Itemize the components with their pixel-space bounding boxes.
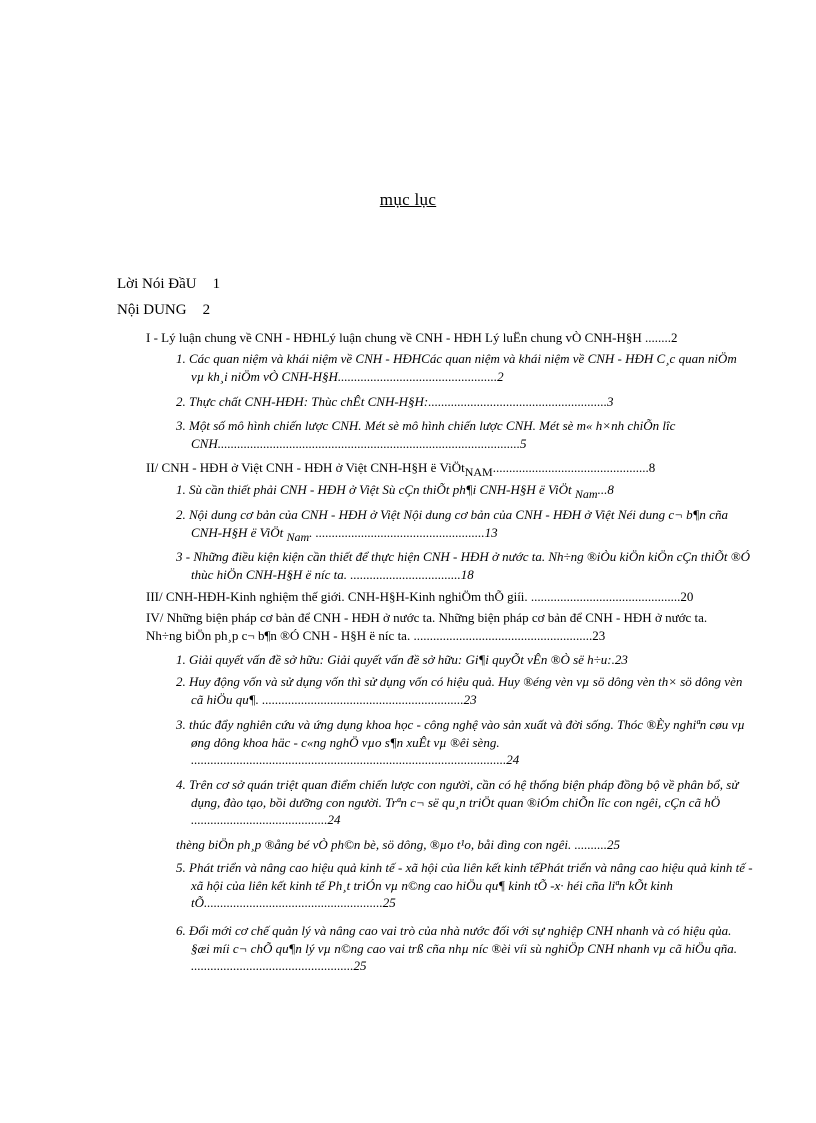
- toc-entry-page: 25: [382, 895, 396, 910]
- toc-entry-text: 4. Trên cơ sở quán triệt quan điểm chiến lược con người, cần có hệ thống biện pháp đồng bộ về phân bổ, sử dụng, đào tạo, bồi dưỡng con người. Trªn c¬ së qu¸n triÖt quan ®iÓm chiÕn lîc con ngêi, cÇn cã hÖ ..........................................: [176, 777, 739, 827]
- toc-entry-section-ii[interactable]: [146, 459, 740, 482]
- toc-entry-text: 1. Sù cần thiết phải CNH - HĐH ở Việt Sù cÇn thiÕt ph¶i CNH-H§H ë ViÖt: [176, 482, 575, 497]
- toc-entry-i-1[interactable]: [176, 350, 753, 385]
- toc-entry-text: 3. Một số mô hình chiến lược CNH. Mét sè mô hình chiến lược CNH. Mét sè m« h×nh chiÕn lîc CNH.............................................................................................: [176, 418, 676, 451]
- toc-entry-section-iv[interactable]: [146, 609, 740, 644]
- toc-entry-page: 3: [607, 394, 614, 409]
- toc-entry-text: 3. thúc đẩy nghiên cứu và ứng dụng khoa học - công nghệ vào sản xuất và đời sống. Thóc ®Èy nghiªn cøu vµ øng dông khoa häc - c«ng nghÖ vµo s¶n xuÊt vµ ®êi sèng. .................................................................................................: [176, 717, 745, 767]
- toc-entry-iv-2[interactable]: [176, 673, 753, 708]
- toc-entry-page: 2: [497, 368, 504, 384]
- toc-entry-noi-dung[interactable]: [117, 302, 210, 319]
- toc-entry-iv-5[interactable]: [176, 859, 753, 912]
- toc-entry-iv-3[interactable]: [176, 716, 753, 769]
- toc-entry-page: 8: [607, 482, 614, 497]
- toc-entry-label: Lời Nói ĐầU: [117, 276, 197, 292]
- toc-entry-iv-4-continued[interactable]: [176, 836, 738, 854]
- toc-entry-page: 23: [614, 652, 628, 667]
- toc-entry-page: 25: [353, 958, 367, 973]
- toc-entry-text: 2. Thực chất CNH-HĐH: Thùc chÊt CNH-H§H:.......................................................: [176, 394, 608, 409]
- toc-entry-iv-6[interactable]: [176, 922, 753, 975]
- toc-entry-text: III/ CNH-HĐH-Kinh nghiệm thế giới. CNH-H§H-Kinh nghiÖm thÕ giíi. ..............................................: [146, 589, 681, 604]
- toc-entry-iv-1[interactable]: [176, 651, 753, 669]
- toc-entry-i-3[interactable]: [176, 417, 753, 452]
- toc-entry-page: 24: [327, 812, 341, 827]
- toc-entry-leader: ................................................: [492, 460, 649, 475]
- toc-entry-ii-2[interactable]: [176, 506, 753, 546]
- toc-entry-text: II/ CNH - HĐH ở Việt CNH - HĐH ở Việt CNH-H§H ë ViÖt: [146, 460, 465, 475]
- toc-entry-loi-noi-dau[interactable]: [117, 276, 220, 293]
- toc-entry-text: 6. Đổi mới cơ chế quản lý và nâng cao vai trò của nhà nước đối với sự nghiệp CNH nhanh và có hiệu qủa. §æi míi c¬ chÕ qu¶n lý vµ n©ng cao vai trß cña nhµ níc ®èi víi sù nghiÖp CNH nhanh vµ cã hiÖu qña. ..................................................: [176, 923, 737, 973]
- toc-entry-subscript: Nam: [574, 487, 598, 501]
- toc-entry-i-2[interactable]: [176, 393, 753, 411]
- toc-entry-page: 8: [648, 460, 656, 475]
- toc-entry-text: I - Lý luận chung về CNH - HĐHLý luận chung về CNH - HĐH Lý luËn chung vÒ CNH-H§H ........: [146, 330, 671, 345]
- toc-entry-iv-4[interactable]: [176, 776, 753, 829]
- toc-entry-text: thèng biÖn ph¸p ®ång bé vÒ ph©n bè, sö dông, ®µo t¹o, båi dìng con ngêi. ..........: [176, 837, 607, 852]
- toc-entry-text: 2. Nội dung cơ bản của CNH - HĐH ở Việt Nội dung cơ bản của CNH - HĐH ở Việt Néi dung c¬ b¶n cña CNH-H§H ë ViÖt: [176, 507, 728, 540]
- toc-entry-ii-3[interactable]: [176, 548, 753, 583]
- toc-entry-page: 23: [592, 627, 606, 643]
- toc-entry-page: 18: [460, 566, 474, 582]
- toc-entry-page: 2: [670, 330, 678, 345]
- toc-entry-text: 2. Huy động vốn và sử dụng vốn thì sử dụng vốn có hiệu quả. Huy ®éng vèn vµ sö dông vèn th× sö dông vèn cã hiÖu qu¶. ..............................................................: [176, 674, 743, 707]
- toc-entry-label: Nội DUNG: [117, 302, 187, 318]
- toc-entry-page: 1: [212, 276, 221, 292]
- toc-entry-page: 24: [506, 752, 520, 767]
- toc-entry-page: 13: [484, 524, 498, 540]
- toc-entry-text: IV/ Những biện pháp cơ bản để CNH - HĐH ở nước ta. Những biện pháp cơ bản để CNH - HĐH ở nước ta. Nh÷ng biÖn ph¸p c¬ b¶n ®Ó CNH - H§H ë níc ta. .......................................................: [146, 610, 708, 643]
- toc-entry-page: 20: [680, 589, 694, 604]
- toc-entry-page: 2: [202, 302, 211, 318]
- toc-entry-leader: ...: [597, 482, 608, 497]
- toc-entry-page: 25: [606, 837, 620, 852]
- toc-entry-subscript: NAM: [464, 465, 493, 479]
- toc-entry-text: 5. Phát triển và nâng cao hiệu quả kinh tế - xã hội của liên kết kinh tếPhát triển và nâng cao hiệu quả kinh tế - xã hội của liên kết kinh tế Ph¸t triÓn vµ n©ng cao hiÖu qu¶ kinh tÕ -x· héi cña liªn kÕt kinh tÕ.......................................................: [176, 860, 753, 910]
- toc-entry-subscript: Nam: [286, 529, 310, 544]
- toc-entry-text: 3 - Những điều kiện kiện cần thiết để thực hiện CNH - HĐH ở nước ta. Nh÷ng ®iÒu kiÖn kiÖn cÇn thiÕt ®Ó thùc hiÖn CNH-H§H ë níc ta. ..................................: [176, 549, 750, 582]
- toc-entry-section-i[interactable]: [146, 329, 740, 347]
- toc-entry-section-iii[interactable]: [146, 588, 740, 606]
- toc-entry-leader: . ....................................................: [309, 524, 485, 540]
- page-title: mục lục: [379, 190, 437, 209]
- toc-entry-text: 1. Các quan niệm và khái niệm về CNH - HĐHCác quan niệm và khái niệm về CNH - HĐH C¸c quan niÖm vµ kh¸i niÖm vÒ CNH-H§H.................................................: [176, 351, 737, 384]
- toc-entry-text: 1. Giải quyết vấn đề sở hữu: Giải quyết vấn đề sở hữu: Gi¶i quyÕt vÊn ®Ò së h÷u:.: [176, 652, 615, 667]
- toc-entry-ii-1[interactable]: [176, 481, 753, 504]
- toc-entry-page: 5: [519, 435, 527, 451]
- toc-entry-page: 23: [463, 691, 477, 707]
